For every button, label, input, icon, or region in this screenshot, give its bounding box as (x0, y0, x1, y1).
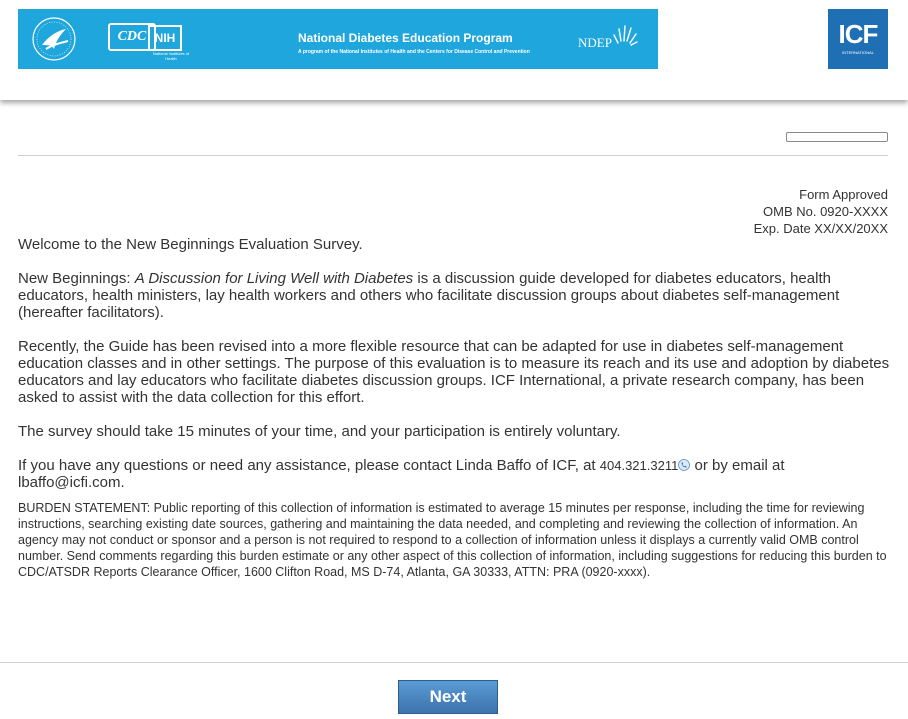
guide-title: A Discussion for Living Well with Diabetes (134, 270, 414, 287)
nih-logo (148, 25, 194, 63)
contact-email[interactable]: lbaffo@icfi.com (18, 474, 121, 491)
form-approved-line: Form Approved (799, 187, 888, 202)
omb-number-line: OMB No. 0920-XXXX (763, 204, 888, 219)
intro-paragraph (18, 270, 890, 321)
icf-logo-subtitle: INTERNATIONAL (842, 50, 874, 55)
contact-suffix: . (120, 474, 125, 491)
next-button[interactable]: Next (398, 680, 498, 714)
site-header (0, 0, 908, 100)
hhs-eagle-icon (30, 15, 100, 63)
revision-paragraph: Recently, the Guide has been revised into a more flexible resource that can be adapted for use in diabetes self-management education classes and in other settings. The purpose of this evaluation is to measure its reach and its use and adoption by diabetes educators and lay educators who facilitate diabetes discussion groups. ICF International, a private research company, has been asked to assist with the data collection for this effort. (18, 338, 890, 406)
omb-approval-block (754, 186, 888, 237)
welcome-text: Welcome to the New Beginnings Evaluation Survey. (18, 236, 363, 253)
program-subtitle: A program of the National Institutes of Health and the Centers for Disease Control and Prevention (298, 49, 530, 55)
icf-logo-text: ICF (838, 19, 878, 49)
ndep-banner (18, 9, 658, 69)
icf-logo (828, 9, 888, 69)
divider (18, 155, 888, 156)
sunburst-icon (612, 23, 638, 49)
expiration-date-line: Exp. Date XX/XX/20XX (753, 221, 888, 236)
ndep-logo-text: NDEP (578, 35, 612, 50)
contact-prefix: If you have any questions or need any assistance, please contact Linda Baffo of ICF, at (18, 457, 600, 474)
intro-rest: is a discussion guide developed for diabetes educators, health educators, health ministers, lay health workers and others who facilitate discussion groups about diabetes self-management (hereafter facilitators). (18, 270, 840, 321)
duration-paragraph: The survey should take 15 minutes of your time, and your participation is entirely voluntary. (18, 423, 621, 440)
contact-paragraph (18, 457, 890, 491)
program-title: National Diabetes Education Program (298, 31, 513, 45)
cdc-logo: CDC (108, 23, 156, 51)
phone-call-icon[interactable] (678, 459, 690, 471)
contact-mid: or by email at (690, 457, 785, 474)
contact-phone[interactable]: 404.321.3211 (599, 458, 679, 473)
nih-logo-mark: NIH (148, 25, 182, 51)
footer-divider (0, 662, 908, 663)
nih-logo-subtitle: National Institutes of Health (152, 51, 190, 61)
survey-progress-bar (786, 132, 888, 142)
intro-prefix: New Beginnings: (18, 270, 135, 287)
ndep-logo (578, 27, 638, 55)
burden-statement: BURDEN STATEMENT: Public reporting of this collection of information is estimated to average 15 minutes per response, including the time for reviewing instructions, searching existing date sources, gathering and maintaining the data needed, and completing and reviewing the collection of information. An agency may not conduct or sponsor and a person is not required to respond to a collection of information unless it displays a currently valid OMB control number. Send comments regarding this burden estimate or any other aspect of this collection of information, including suggestions for reducing this burden to CDC/ATSDR Reports Clearance Officer, 1600 Clifton Road, MS D-74, Atlanta, GA 30333, ATTN: PRA (0920-xxxx). (18, 501, 887, 579)
survey-intro (18, 236, 890, 597)
